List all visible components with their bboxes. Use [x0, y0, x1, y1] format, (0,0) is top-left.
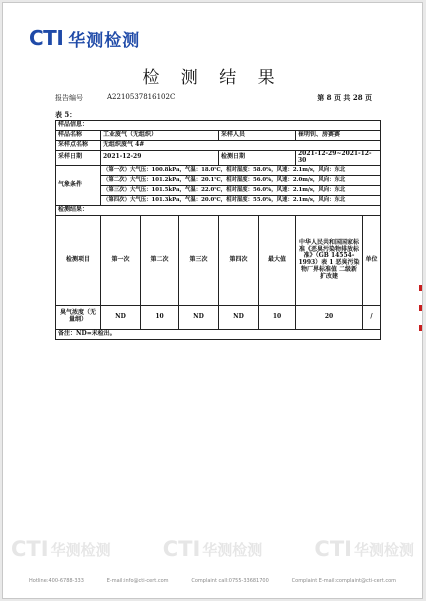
sampling-point: 无组织废气 4#	[101, 141, 381, 151]
col-second: 第二次	[141, 215, 179, 305]
page-footer	[3, 578, 422, 584]
company-logo	[29, 27, 140, 49]
result-table	[55, 120, 381, 340]
cell-second: 10	[141, 305, 179, 329]
footer-hotline: Hotline:400-6788-333	[29, 578, 84, 584]
sample-info-header: 样品信息：	[56, 121, 381, 131]
report-page	[2, 2, 423, 599]
cell-standard: 20	[296, 305, 363, 329]
watermark-logo: CTI 华测检测	[314, 537, 414, 561]
weather-row: （第二次）大气压：101.2kPa，气温：20.1℃，相对湿度：56.0%，风速：2.0m/s，风向：东北	[101, 175, 381, 185]
cell-unit: /	[363, 305, 381, 329]
col-unit: 单位	[363, 215, 381, 305]
cell-fourth: ND	[219, 305, 259, 329]
footer-email: E-mail:info@cti-cert.com	[106, 578, 169, 584]
test-date: 2021-12-29~2021-12-30	[296, 151, 381, 166]
col-third: 第三次	[179, 215, 219, 305]
cell-item: 臭气浓度（无量纲）	[56, 305, 101, 329]
footer-complaint-email: Complaint E-mail:complaint@cti-cert.com	[291, 578, 396, 584]
report-no-label: 报告编号	[55, 94, 83, 102]
sampling-point-label: 采样点名称	[56, 141, 101, 151]
footer-complaint-call: Complaint call:0755-33681700	[191, 578, 269, 584]
cell-max: 10	[259, 305, 296, 329]
col-max: 最大值	[259, 215, 296, 305]
weather-label: 气象条件	[56, 165, 101, 205]
col-fourth: 第四次	[219, 215, 259, 305]
weather-row: （第四次）大气压：101.3kPa，气温：20.0℃，相对湿度：55.0%，风速：2.1m/s，风向：东北	[101, 195, 381, 205]
col-item: 检测项目	[56, 215, 101, 305]
watermark-band	[3, 537, 422, 561]
watermark-logo: CTI 华测检测	[162, 537, 263, 561]
logo-text: 华测检测	[68, 30, 141, 51]
page-title: 检 测 结 果	[142, 68, 283, 88]
col-standard: 中华人民共和国国家标准《恶臭污染物排放标准》（GB 14554-1993）表 1 恶臭污染物厂界标准值 二级新扩改建	[296, 215, 363, 305]
sampler-label: 采样人员	[219, 131, 296, 141]
col-first: 第一次	[101, 215, 141, 305]
test-date-label: 检测日期	[219, 151, 296, 166]
sample-name-label: 样品名称	[56, 131, 101, 141]
sampling-date: 2021-12-29	[101, 151, 219, 166]
page-indicator: 第 8 页 共 28 页	[317, 93, 372, 102]
cell-first: ND	[101, 305, 141, 329]
weather-row: （第三次）大气压：101.5kPa，气温：22.0℃，相对湿度：56.0%，风速：2.1m/s，风向：东北	[101, 185, 381, 195]
table-note: 备注：ND=未检出。	[56, 329, 381, 339]
weather-row: （第一次）大气压：100.8kPa，气温：18.0℃，相对湿度：58.0%，风速：2.1m/s，风向：东北	[101, 165, 381, 175]
table-row	[56, 305, 381, 329]
sampler: 崔明钊、房赛赛	[296, 131, 381, 141]
sampling-date-label: 采样日期	[56, 151, 101, 166]
logo-mark: CTI	[29, 26, 64, 50]
table-label: 表 5：	[55, 110, 77, 119]
report-no: A2210537816102C	[107, 93, 176, 101]
watermark-logo: CTI 华测检测	[11, 537, 111, 561]
sample-name: 工业废气（无组织）	[101, 131, 219, 141]
page-edge-seal-icon	[419, 285, 422, 357]
results-header: 检测结果：	[56, 205, 381, 215]
cell-third: ND	[179, 305, 219, 329]
